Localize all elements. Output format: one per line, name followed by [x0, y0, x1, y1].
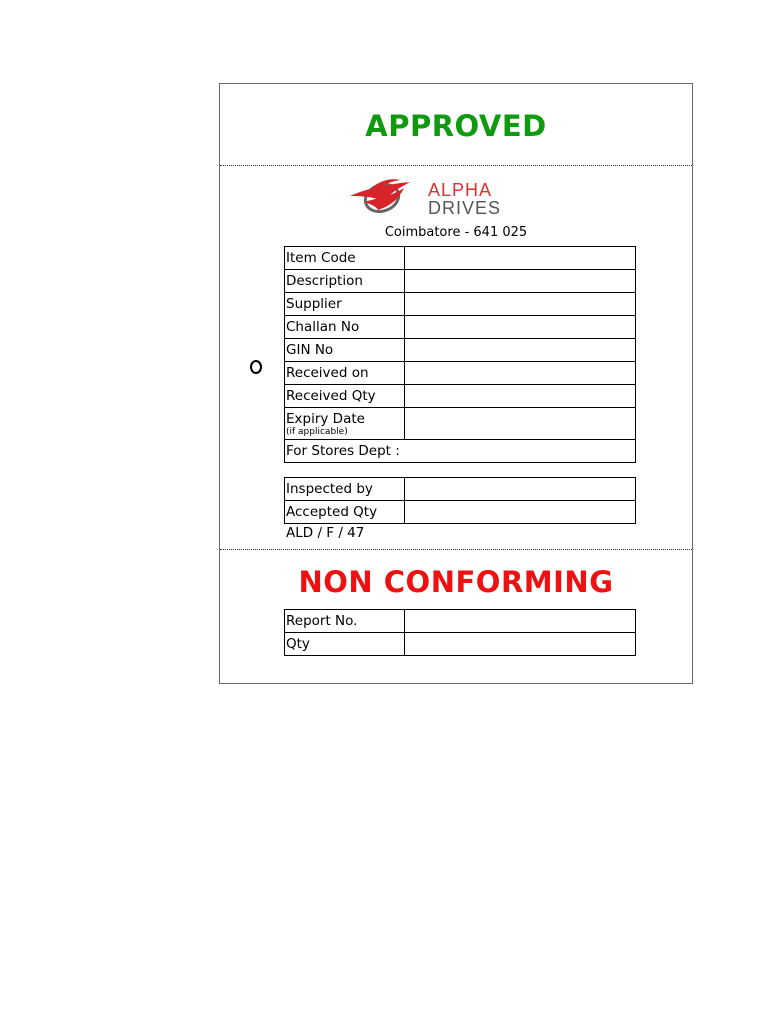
expiry-date-field[interactable]: [405, 408, 636, 440]
field-label: Challan No: [285, 316, 405, 339]
table-row: [285, 610, 636, 633]
table-row: [285, 478, 636, 501]
field-label: Report No.: [285, 610, 405, 633]
receipt-details-table: [284, 246, 636, 463]
report-no-field[interactable]: [405, 610, 636, 633]
form-code: ALD / F / 47: [286, 525, 365, 541]
nc-qty-field[interactable]: [405, 633, 636, 656]
approval-tag-card: [219, 83, 693, 684]
received-qty-field[interactable]: [405, 385, 636, 408]
field-label: GIN No: [285, 339, 405, 362]
section-divider: [220, 549, 692, 550]
field-sublabel: (if applicable): [286, 426, 348, 437]
challan-no-field[interactable]: [405, 316, 636, 339]
supplier-field[interactable]: [405, 293, 636, 316]
city-address: Coimbatore - 641 025: [384, 225, 528, 240]
item-code-field[interactable]: [405, 247, 636, 270]
field-label: Received Qty: [285, 385, 405, 408]
field-label: Qty: [285, 633, 405, 656]
logo-text-alpha: ALPHA: [428, 180, 493, 200]
field-label: Expiry Date: [286, 410, 365, 427]
table-row: [285, 408, 636, 440]
non-conforming-title: NON CONFORMING: [298, 565, 614, 599]
approved-section: [220, 84, 692, 166]
logo-graphic: [348, 176, 520, 220]
table-row: [285, 633, 636, 656]
table-row: [285, 385, 636, 408]
field-label: Item Code: [285, 247, 405, 270]
table-row: [285, 270, 636, 293]
alpha-drives-logo: [348, 176, 520, 220]
gin-no-field[interactable]: [405, 339, 636, 362]
accepted-qty-field[interactable]: [405, 501, 636, 524]
table-row: [285, 501, 636, 524]
table-row: [285, 293, 636, 316]
table-row: [285, 316, 636, 339]
field-label: Inspected by: [285, 478, 405, 501]
field-label: Description: [285, 270, 405, 293]
inspected-by-field[interactable]: [405, 478, 636, 501]
field-label: Accepted Qty: [285, 501, 405, 524]
field-label: Supplier: [285, 293, 405, 316]
table-row: [285, 440, 636, 463]
received-on-field[interactable]: [405, 362, 636, 385]
approved-title: APPROVED: [365, 109, 547, 143]
table-row: [285, 339, 636, 362]
description-field[interactable]: [405, 270, 636, 293]
field-label: Received on: [285, 362, 405, 385]
expiry-label-cell: [285, 408, 405, 440]
punch-hole: [250, 360, 262, 374]
inspection-table: [284, 477, 636, 524]
non-conforming-table: [284, 609, 636, 656]
table-row: [285, 247, 636, 270]
stores-dept-field[interactable]: For Stores Dept :: [285, 440, 636, 463]
logo-text-drives: DRIVES: [428, 198, 502, 218]
table-row: [285, 362, 636, 385]
